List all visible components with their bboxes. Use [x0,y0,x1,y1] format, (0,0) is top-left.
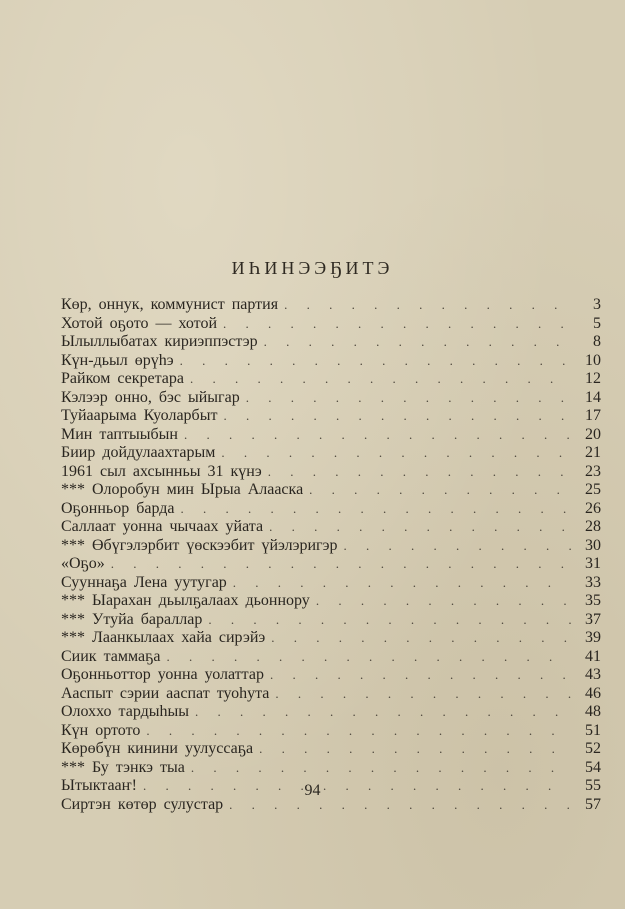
dot-leader [180,352,571,371]
toc-entry-title: Райком секретара [61,370,185,387]
toc-entry-page: 28 [585,518,601,535]
toc-entry-title: Көрөбүн кинини уулуссаҕа [61,740,254,757]
dot-leader [166,648,571,667]
toc-entry-page: 46 [585,684,601,702]
toc-entry [61,648,601,667]
toc-entry-title: Күн-дьыл өрүһэ [61,351,174,369]
toc-entry-page: 30 [585,536,601,554]
dot-leader [191,759,571,778]
dot-leader [275,685,571,704]
toc-entry-page: 17 [585,407,601,424]
dot-leader [195,703,571,722]
toc-entry-page: 54 [585,758,601,776]
toc-entry [61,740,601,759]
toc-entry-page: 14 [585,388,601,406]
dot-leader [259,740,571,759]
toc-entry [61,407,601,426]
toc-entry-title: Ытыктааҥ! [61,777,137,794]
toc-entry-page: 57 [585,795,601,813]
toc-entry-page: 25 [585,481,601,498]
toc-entry-page: 43 [585,666,601,683]
toc-entry [61,389,601,408]
toc-entry [61,703,601,722]
toc-entry-page: 21 [585,444,601,461]
toc-entry-title: Күн ортото [61,721,141,739]
dot-leader [264,333,571,352]
dot-leader [269,518,571,537]
toc-entry-title: Сиртэн көтөр сулустар [61,795,224,813]
toc-entry-title: Мин таптыыбын [61,425,178,443]
toc-entry-page: 55 [585,777,601,794]
toc-entry-page: 39 [585,629,601,646]
toc-entry-title: Ааспыт сэрии аaспат туоһута [61,684,270,702]
toc-entry [61,629,601,648]
toc-entry-page: 41 [585,647,601,665]
toc-entry-title: *** Өбүгэлэрбит үөскээбит үйэлэригэр [61,536,338,554]
toc-entry [61,537,601,556]
toc-entry-title: Оҕонньоттор уонна уолаттар [61,666,264,683]
toc-entry-title: Кэлээр онно, бэс ыйыгар [61,388,240,406]
dot-leader [316,592,571,611]
toc-entry-page: 3 [593,296,601,313]
toc-entry-title: 1961 сыл ахсынньы 31 күнэ [61,462,262,480]
toc-entry [61,333,601,352]
dot-leader [233,574,571,593]
toc-entry-page: 12 [585,370,601,387]
toc-entry [61,666,601,685]
dot-leader [223,407,571,426]
toc-entry-title: Сиик таммаҕа [61,647,161,665]
toc-entry-title: *** Утуйа бараллар [61,610,203,628]
page-number: 94 [304,782,321,799]
toc-entry-title: *** Бу тэнкэ тыа [61,758,185,776]
dot-leader [111,555,571,574]
toc-entry [61,296,601,315]
toc-entry-page: 10 [585,351,601,369]
toc-entry [61,518,601,537]
toc-entry [61,592,601,611]
toc-entry-page: 20 [585,425,601,443]
toc-entry-title: Сууннаҕа Лена уутугар [61,573,227,591]
toc-entry-title: *** Лаанкылаах хайа сирэйэ [61,629,266,646]
toc-entry [61,481,601,500]
toc-entry-page: 48 [585,703,601,720]
dot-leader [184,426,571,445]
toc-entry-title: *** Ыарахан дьылҕалаах дьоннору [61,592,310,609]
dot-leader [271,629,571,648]
toc-entry-page: 8 [593,333,601,350]
dot-leader [309,481,571,500]
dot-leader [270,666,571,685]
toc-entry-page: 26 [585,499,601,517]
table-of-contents [61,296,601,814]
toc-entry-title: Ылыллыбатах кириэппэстэр [61,333,258,350]
toc-entry-page: 33 [585,573,601,591]
toc-entry-title: Олоххо тардыһыы [61,703,189,720]
contents-heading: ИҺИНЭЭҔИТЭ [231,258,394,278]
toc-entry [61,759,601,778]
toc-entry [61,500,601,519]
toc-entry-page: 5 [593,314,601,332]
dot-leader [190,370,571,389]
toc-entry-title: Туйаарыма Куоларбыт [61,407,218,424]
toc-entry-title: Көр, оннук, коммунист партия [61,296,279,313]
toc-entry-title: Оҕонньор барда [61,499,175,517]
toc-entry [61,555,601,574]
toc-entry-title: Саллаат уонна чычаах уйата [61,518,264,535]
toc-entry-title: Хотой оҕото — хотой [61,314,218,332]
dot-leader [181,500,572,519]
dot-leader [284,296,571,315]
toc-entry [61,611,601,630]
dot-leader [246,389,571,408]
toc-entry [61,444,601,463]
toc-entry [61,370,601,389]
toc-entry-page: 31 [585,555,601,572]
toc-entry-title: *** Олоробун мин Ырыа Алааска [61,481,304,498]
toc-entry-title: Биир дойдулаахтарым [61,444,216,461]
dot-leader [268,463,571,482]
toc-entry-page: 52 [585,740,601,757]
dot-leader [223,315,571,334]
dot-leader [146,722,571,741]
toc-entry [61,463,601,482]
toc-entry-page: 23 [585,462,601,480]
toc-entry-page: 51 [585,721,601,739]
toc-entry-page: 37 [585,610,601,628]
dot-leader [208,611,571,630]
toc-entry-title: «Оҕо» [61,555,105,572]
toc-entry-page: 35 [585,592,601,609]
toc-entry [61,315,601,334]
toc-entry [61,574,601,593]
toc-entry [61,685,601,704]
toc-entry [61,722,601,741]
dot-leader [343,537,571,556]
toc-entry [61,352,601,371]
dot-leader [221,444,571,463]
toc-entry [61,426,601,445]
